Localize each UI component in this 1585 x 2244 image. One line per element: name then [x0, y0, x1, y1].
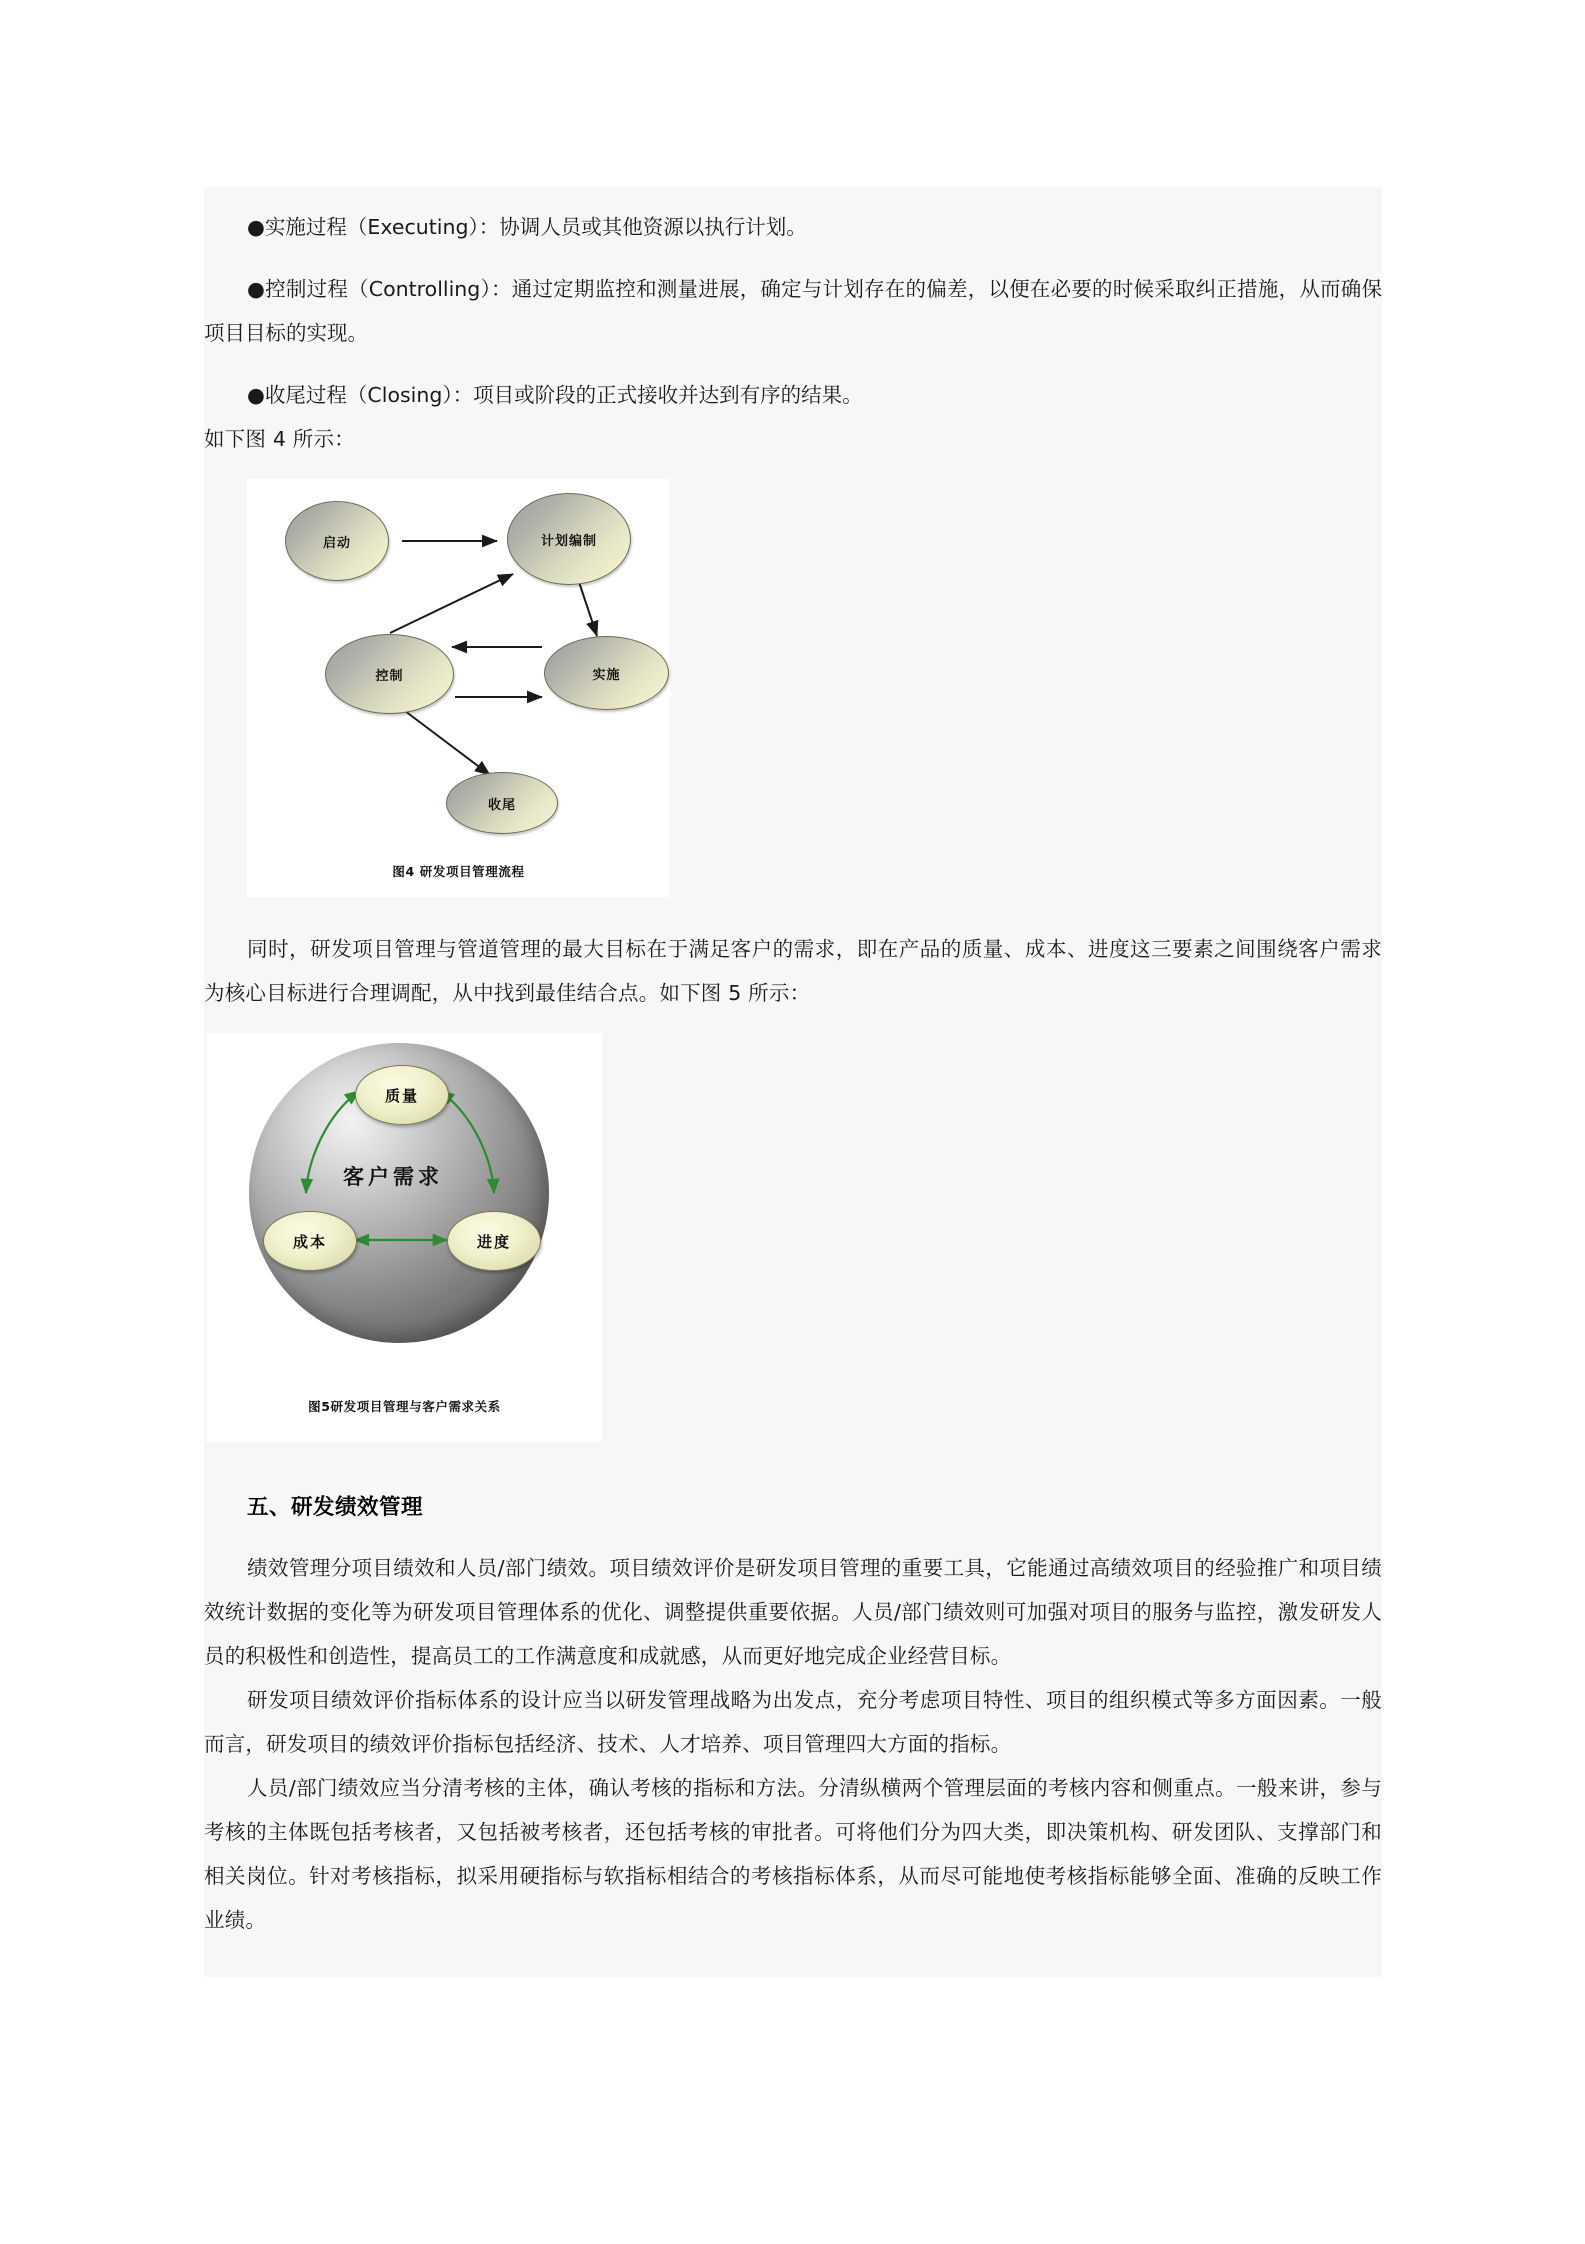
figure-4-node-start-label: 启动	[322, 535, 351, 551]
figure-4-node-close	[446, 772, 558, 834]
figure-4-node-start	[285, 501, 389, 581]
after-fig4-gap	[204, 897, 1382, 927]
after-fig5-gap	[204, 1442, 1382, 1488]
document-body	[204, 187, 1382, 1942]
heading-gap	[204, 1528, 1382, 1546]
figure-4-node-control	[325, 634, 454, 714]
figure-4-node-execute	[544, 636, 669, 710]
bullet-gap-2	[204, 355, 1382, 373]
figure-5-center-label: 客户需求	[343, 1164, 443, 1189]
figure-4-caption: 图4 研发项目管理流程	[392, 864, 525, 879]
bullet-controlling: ●控制过程（Controlling）：通过定期监控和测量进展，确定与计划存在的偏差，以便在必要的时候采取纠正措施，从而确保项目目标的实现。	[204, 277, 1382, 345]
figure-4-node-close-label: 收尾	[487, 797, 516, 813]
figure-4-node-execute-label: 实施	[592, 667, 621, 683]
bullet-gap-1	[204, 249, 1382, 267]
figure-5-node-schedule	[447, 1211, 541, 1271]
document-page	[204, 187, 1382, 1977]
paragraph-indicator-system-design: 研发项目绩效评价指标体系的设计应当以研发管理战略为出发点，充分考虑项目特性、项目的组织模式等多方面因素。一般而言，研发项目的绩效评价指标包括经济、技术、人才培养、项目管理四大方面的指标。	[204, 1688, 1382, 1756]
figure-5-caption: 图5研发项目管理与客户需求关系	[308, 1399, 501, 1414]
paragraph-after-figure-4: 同时，研发项目管理与管道管理的最大目标在于满足客户的需求，即在产品的质量、成本、进度这三要素之间围绕客户需求为核心目标进行合理调配，从中找到最佳结合点。如下图 5 所示：	[204, 937, 1382, 1005]
figure-4-rd-project-management-flow	[247, 479, 670, 897]
paragraph-assessment-subjects: 人员/部门绩效应当分清考核的主体，确认考核的指标和方法。分清纵横两个管理层面的考核内容和侧重点。一般来讲，参与考核的主体既包括考核者，又包括被考核者，还包括考核的审批者。可将他们分为四大类，即决策机构、研发团队、支撑部门和相关岗位。针对考核指标，拟采用硬指标与软指标相结合的考核指标体系，从而尽可能地使考核指标能够全面、准确的反映工作业绩。	[204, 1776, 1382, 1932]
section-heading-performance-management: 五、研发绩效管理	[247, 1495, 424, 1520]
figure-5-node-quality-label: 质量	[384, 1086, 419, 1105]
top-spacer	[204, 187, 1382, 205]
figure-5-rd-pm-customer-demand-relation	[207, 1033, 602, 1442]
figure-5-node-quality	[355, 1065, 449, 1125]
bullet-executing: ●实施过程（Executing）：协调人员或其他资源以执行计划。	[247, 215, 807, 239]
figure-5-node-schedule-label: 进度	[476, 1232, 511, 1251]
figure-5-node-cost	[263, 1211, 357, 1271]
paragraph-performance-overview: 绩效管理分项目绩效和人员/部门绩效。项目绩效评价是研发项目管理的重要工具，它能通过高绩效项目的经验推广和项目绩效统计数据的变化等为研发项目管理体系的优化、调整提供重要依据。人员/部门绩效则可加强对项目的服务与监控，激发研发人员的积极性和创造性，提高员工的工作满意度和成就感，从而更好地完成企业经营目标。	[204, 1556, 1382, 1668]
fig4-gap	[204, 461, 1382, 479]
figure-4-node-plan-label: 计划编制	[540, 533, 597, 549]
fig4-lead-in-text: 如下图 4 所示：	[204, 427, 355, 451]
figure-5-node-cost-label: 成本	[292, 1232, 327, 1251]
figure-4-node-control-label: 控制	[375, 668, 404, 684]
bullet-closing: ●收尾过程（Closing）：项目或阶段的正式接收并达到有序的结果。	[247, 383, 863, 407]
fig5-gap	[204, 1015, 1382, 1033]
figure-4-node-plan	[507, 493, 631, 585]
